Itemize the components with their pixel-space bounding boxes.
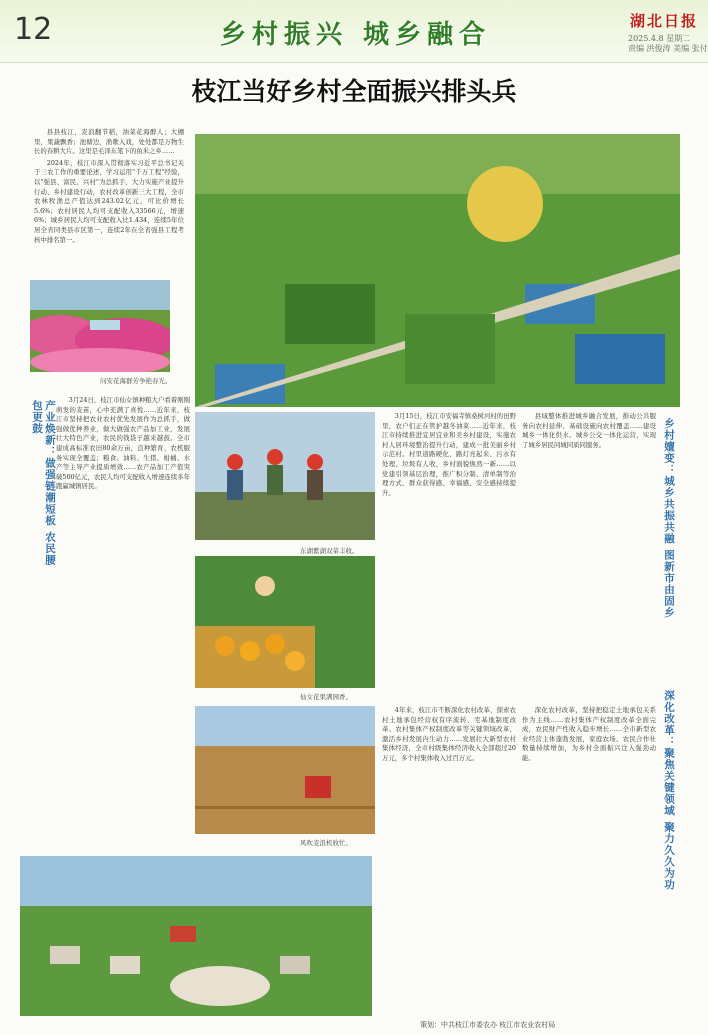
paper-name: 湖北日报 (630, 12, 699, 30)
left-sidebar-heading: 产业焕新：做强链潮短板 农民腰包更鼓 (31, 400, 56, 566)
middle-column-text-2 (382, 706, 516, 1006)
harvest-photo (195, 412, 375, 540)
flower-field-image (30, 280, 170, 372)
middle-column-paragraph: 3月15日，枝江市安福寺镇桑树河村的田野里，农户们正在管护越冬油菜……近年来，枝江市持续推进宜居宜业和美乡村建设，实施农村人居环境整治提升行动，建成一批美丽乡村示范村。村里道路硬化、路灯亮起来、污水有处理、垃圾有人收，乡村面貌焕然一新……以党建引领基层治理，推广积分制、清单制等治理方式，群众获得感、幸福感、安全感持续提升。 (382, 412, 516, 497)
harvest-image (195, 412, 375, 540)
oranges-photo (195, 556, 375, 688)
aerial-field-image (195, 134, 680, 407)
page-footer: 策划：中共枝江市委农办 枝江市农业农村局 (420, 1021, 556, 1029)
wheat-image (195, 706, 375, 834)
editor-line: 责编 洪俊涛 美编 张付 (628, 44, 708, 53)
lead-text (34, 128, 184, 278)
flower-caption: 问安花海群芳争艳春光。 (100, 377, 172, 385)
right-column-text (522, 412, 656, 702)
aerial-field-photo (195, 134, 680, 407)
page-number: 12 (14, 12, 53, 47)
oranges-image (195, 556, 375, 688)
headline: 枝江当好乡村全面振兴排头兵 (191, 77, 517, 106)
lead-quote: 县县枝江，麦浪翻节稻，油菜花海醉人；大棚里，果蔬飘香；池塘边，渔歌入戏，处处都是万物生长的春耕大片。这里是毛泽东笔下的鱼米之乡…… (34, 128, 184, 156)
right-column-paragraph-2: 深化农村改革，坚持把稳定土地承包关系作为主线……农村集体产权制度改革全面完成，农民财产性收入稳步增长……全市新型农业经营主体蓬勃发展，家庭农场、农民合作社数量持续增加，为乡村全面振兴注入强劲动能。 (522, 706, 656, 762)
right-sidebar-heading-bottom: 深化改革：聚焦关键领域 聚力久久为功 (663, 690, 675, 891)
lead-body: 2024年，枝江市深入贯彻落实习近平总书记关于三农工作的重要论述，学习运用"千万工程"经验，以"强县、富民、兴村"为总抓手，大力实施产业提升行动、乡村建设行动，农村改革创新三大工程，全市农林牧渔总产值达到243.02亿元，可比价增长5.6%；农村居民人均可支配收入33566元，增速6%；城乡居民人均可支配收入比1.434，连续5年位居全省同类县市区第一，连续2年在全省强县工程考核中排名第一。 (34, 158, 184, 244)
flower-field-photo (30, 280, 170, 372)
left-column-paragraph: 3月24日，枝江市仙女镇种粮大户看着刚刚萌发的麦苗，心中充满了喜悦……近年来，枝江市坚持把农业农村优先发展作为总抓手，做强做优种养业，做大做强农产品加工业，发展壮大特色产业，农民的钱袋子越来越鼓。全市建成高标准农田80余万亩，良种繁育、农机服务实现全覆盖；粮食、油料、生猪、柑橘、水产等主导产业提质增效……农产品加工产值突破500亿元，农民人均可支配收入增速连续多年跑赢城镇居民。 (56, 396, 190, 491)
paper-date (628, 34, 708, 54)
middle-column-text (382, 412, 516, 702)
right-sidebar-heading-top: 乡村嬗变：城乡共振共融 图新市由固乡 (663, 418, 675, 619)
left-column-text (56, 396, 190, 846)
wheat-caption: 风吹麦浪机收忙。 (300, 839, 352, 847)
date-line: 2025.4.8 星期二 (628, 34, 691, 43)
oranges-caption: 仙女花果满园香。 (300, 693, 352, 701)
right-column-text-2 (522, 706, 656, 1006)
right-column-paragraph: 县域整体推进城乡融合发展，推动公共服务向农村延伸、基础设施向农村覆盖……建设城乡一体化供水、城乡公交一体化运营，实现了城乡居民同城同质同服务。 (522, 412, 656, 449)
village-image (20, 856, 372, 1016)
village-photo (20, 856, 372, 1016)
wheat-photo (195, 706, 375, 834)
section-title: 乡村振兴 城乡融合 (220, 20, 492, 50)
harvest-caption: 东湖紫湖双菜丰收。 (300, 547, 359, 555)
middle-column-paragraph-2: 4年来，枝江市不断深化农村改革，探索农村土地承包经营权有序流转、宅基地制度改革、农村集体产权制度改革等关键领域改革，激活乡村发展内生动力……发展壮大新型农村集体经济，全市村级集体经济收入全部超过20万元，多个村集体收入过百万元。 (382, 706, 516, 762)
